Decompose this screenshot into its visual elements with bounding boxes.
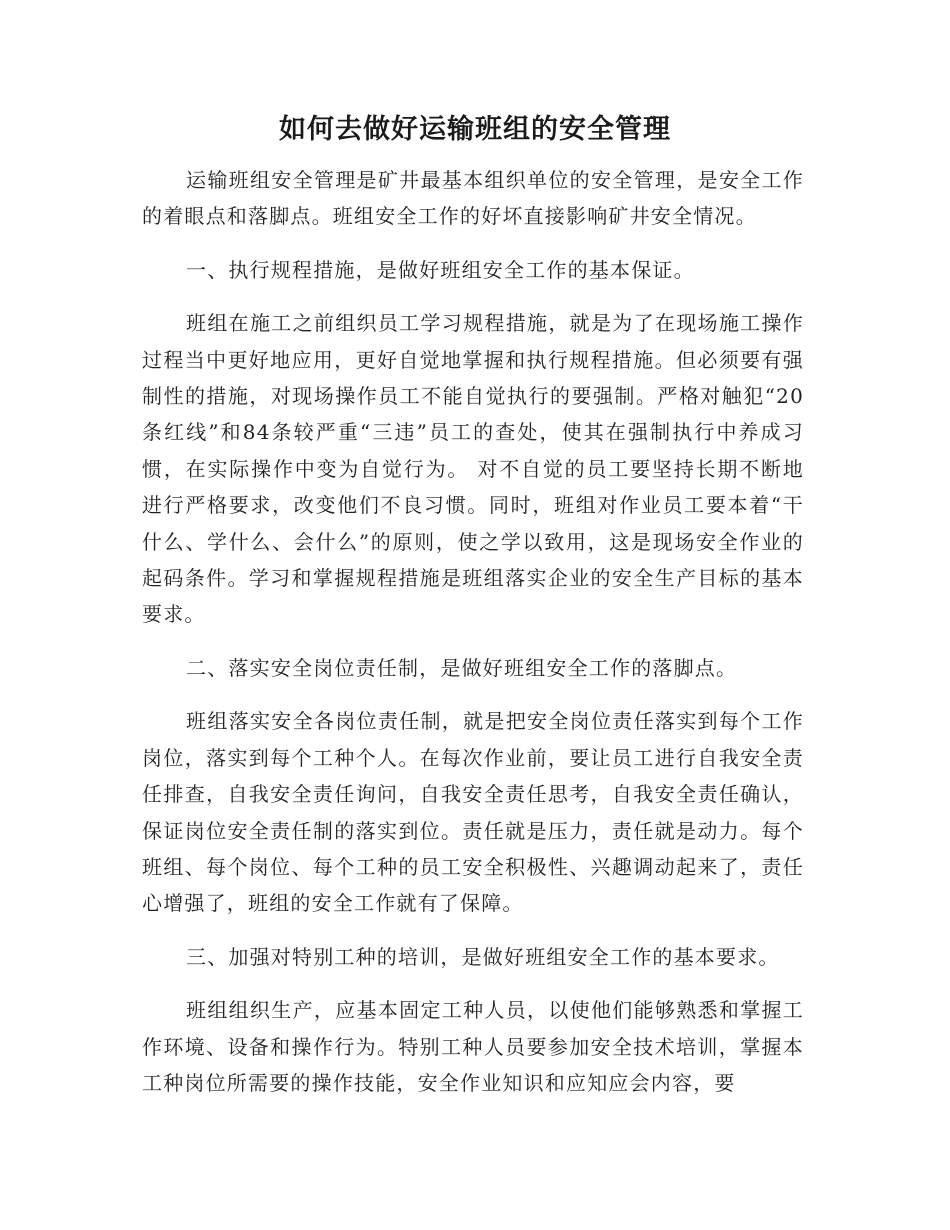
document-body [142,162,804,1118]
section-heading-3: 三、加强对特别工种的培训，是做好班组安全工作的基本要求。 [186,944,780,969]
section-heading-1: 一、执行规程措施，是做好班组安全工作的基本保证。 [186,257,695,282]
section-heading-2: 二、落实安全岗位责任制，是做好班组安全工作的落脚点。 [186,655,738,680]
paragraph-section-1: 班组在施工之前组织员工学习规程措施，就是为了在现场施工操作过程当中更好地应用，更好自觉地掌握和执行规程措施。但必须要有强制性的措施，对现场操作员工不能自觉执行的要强制。严格对触犯“20条红线”和84条较严重“三违”员工的查处，使其在强制执行中养成习惯，在实际操作中变为自觉行为。 对不自觉的员工要坚持长期不断地进行严格要求，改变他们不良习惯。同时，班组对作业员工要本着“干什么、学什么、会什么”的原则，使之学以致用，这是现场安全作业的起码条件。学习和掌握规程措施是班组落实企业的安全生产目标的基本要求。 [142,311,804,627]
paragraph-section-2: 班组落实安全各岗位责任制，就是把安全岗位责任落实到每个工作岗位，落实到每个工种个人。在每次作业前，要让员工进行自我安全责任排查，自我安全责任询问，自我安全责任思考，自我安全责任确认，保证岗位安全责任制的落实到位。责任就是压力，责任就是动力。每个班组、每个岗位、每个工种的员工安全积极性、兴趣调动起来了，责任心增强了，班组的安全工作就有了保障。 [142,709,804,916]
paragraph-intro: 运输班组安全管理是矿井最基本组织单位的安全管理，是安全工作的着眼点和落脚点。班组安全工作的好坏直接影响矿井安全情况。 [142,168,804,229]
document-title: 如何去做好运输班组的安全管理 [279,114,671,145]
paragraph-section-3: 班组组织生产，应基本固定工种人员，以使他们能够熟悉和掌握工作环境、设备和操作行为。特别工种人员要参加安全技术培训，掌握本工种岗位所需要的操作技能，安全作业知识和应知应会内容，要 [142,998,804,1095]
